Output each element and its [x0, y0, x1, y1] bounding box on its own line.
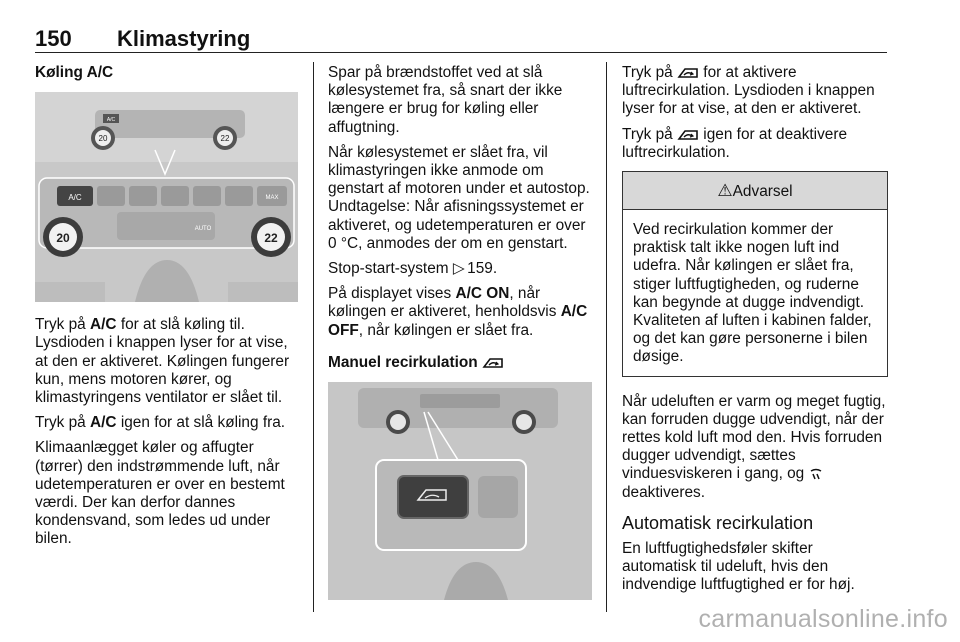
windshield-dehumidify-icon [809, 467, 823, 481]
column-1 [35, 64, 300, 556]
recirculation-icon [677, 128, 699, 142]
section-heading-manual-recirculation: Manuel recirkulation [328, 354, 592, 372]
page-number: 150 [35, 26, 72, 51]
column-divider [606, 62, 607, 612]
recirculation-icon [482, 356, 504, 370]
temp-right-knob: 22 [264, 231, 278, 246]
paragraph: På displayet vises A/C ON, når kølingen er aktiveret, henholdsvis A/C OFF, når kølingen er slået fra. [328, 285, 588, 339]
temp-left-knob: 20 [56, 231, 70, 246]
column-3 [622, 64, 888, 602]
paragraph: Tryk på for at aktivere luftrecirkulation. Lysdioden i knappen lyser for at vise, at den er aktiveret. [622, 64, 875, 118]
column-2 [328, 64, 592, 614]
paragraph: Klimaanlægget køler og affugter (tørrer) den indstrømmende luft, når udetemperaturen er over en bestemt værdi. Der kan derfor dannes kondensvand, som ledes ud under bilen. [35, 439, 285, 548]
column-divider [313, 62, 314, 612]
auto-button-label: AUTO [194, 226, 212, 233]
warning-text: Ved recirkulation kommer der praktisk talt ikke nogen luft ind udefra. Når kølingen er slået fra, stiger luftfugtigheden, og ruderne kan begynde at dugge indvendigt. Kvaliteten af luften i kabinen falder, og det kan gøre personerne i bilen døsige. [633, 221, 872, 366]
page-reference-icon: ▷ [452, 260, 465, 278]
paragraph: Stop-start-system ▷ 159. [328, 260, 498, 278]
paragraph: Spar på brændstoffet ved at slå kølesystemet fra, så snart der ikke længere er brug for køling eller affugtning. [328, 64, 563, 136]
recirculation-button-illustration [328, 382, 592, 600]
section-heading-auto-recirculation: Automatisk recirkulation [622, 512, 814, 533]
page-header [35, 22, 887, 53]
paragraph: Når udeluften er varm og meget fugtig, kan forruden dugge udvendigt, når der rettes kold luft mod den. Hvis forruden dugger udvendigt, sættes vinduesviskeren i gang, og deaktiveres. [622, 392, 886, 501]
paragraph: Tryk på A/C igen for at slå køling fra. [35, 414, 286, 432]
warning-header [623, 172, 887, 210]
ac-button-label: A/C [68, 193, 82, 203]
paragraph: Tryk på A/C for at slå køling til. Lysdioden i knappen lyser for at vise, at den er aktiveret. Kølingen fungerer kun, mens motoren kører, og klimastyringens ventilator er slået til. [35, 316, 290, 407]
warning-title: Advarsel [732, 183, 793, 201]
temp-right-small: 22 [220, 134, 230, 144]
recirculation-icon [677, 66, 699, 80]
warning-box [622, 171, 888, 377]
max-button-label: MAX [265, 195, 279, 202]
ac-button-small-label: A/C [106, 117, 116, 124]
temp-left-small: 20 [98, 134, 108, 144]
page-title: Klimastyring [117, 26, 251, 51]
paragraph: Når kølesystemet er slået fra, vil klimastyringen ikke anmode om genstart af motoren under et autostop. Undtagelse: Når afisningssystemet er aktiveret, og udetemperaturen er over 0 °C, anmodes der om en genstart. [328, 143, 590, 252]
paragraph: En luftfugtighedsføler skifter automatisk til udeluft, hvis den indvendige luftfugtighed er for høj. [622, 540, 855, 594]
paragraph: Tryk på igen for at deaktivere luftrecirkulation. [622, 125, 848, 161]
section-heading-cooling: Køling A/C [35, 64, 114, 81]
watermark: carmanualsonline.info [698, 605, 948, 633]
climate-panel-illustration [35, 92, 298, 302]
warning-triangle-icon: ⚠ [717, 181, 733, 201]
